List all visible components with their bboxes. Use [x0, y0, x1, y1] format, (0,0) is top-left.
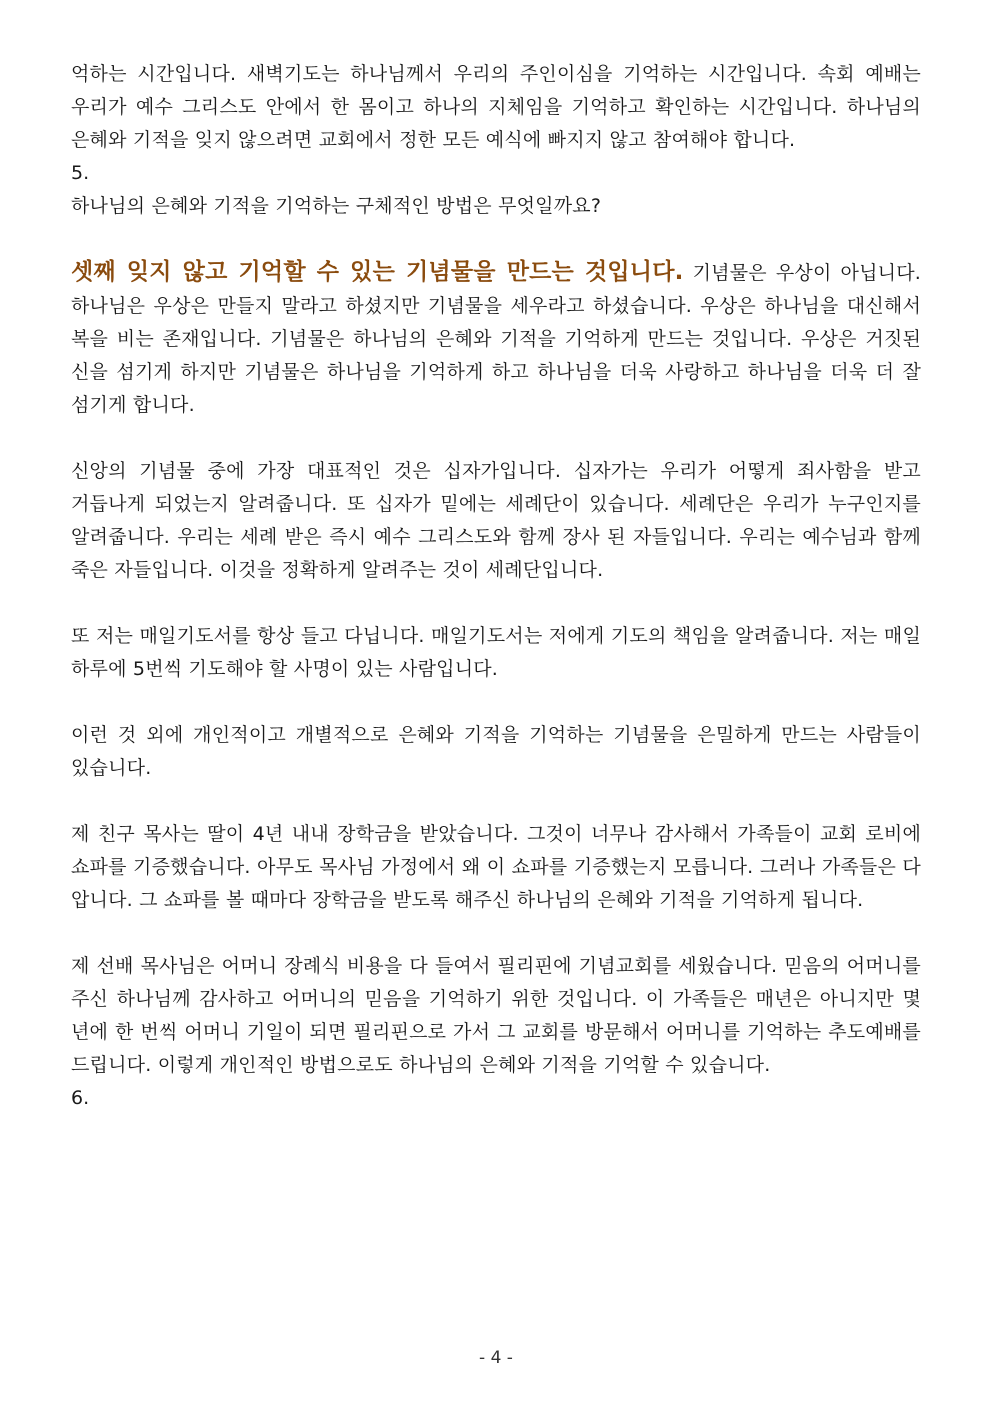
- heading-third-point: 셋째 잊지 않고 기억할 수 있는 기념물을 만드는 것입니다.: [71, 259, 684, 285]
- paragraph-personal-memorials: 이런 것 외에 개인적이고 개별적으로 은혜와 기적을 기억하는 기념물을 은밀하게 만드는 사람들이 있습니다.: [71, 724, 921, 779]
- third-point-body: 기념물은 우상이 아닙니다. 하나님은 우상은 만들지 말라고 하셨지만 기념물을 세우라고 하셨습니다. 우상은 하나님을 대신해서 복을 비는 존재입니다. 기념물은 하나님의 은혜와 기적을 기억하게 만드는 것입니다. 우상은 거짓된 신을 섬기게 하지만 기념물은 하나님을 기억하게 하고 하나님을 더욱 사랑하고 하나님을 더욱 더 잘 섬기게 합니다.: [71, 262, 921, 416]
- page-number: - 4 -: [479, 1348, 513, 1368]
- paragraph-memorial-church: 제 선배 목사님은 어머니 장례식 비용을 다 들여서 필리핀에 기념교회를 세웠습니다. 믿음의 어머니를 주신 하나님께 감사하고 어머니의 믿음을 기억하기 위한 것입니다. 이 가족들은 매년은 아니지만 몇 년에 한 번씩 어머니 기일이 되면 필리핀으로 가서 그 교회를 방문해서 어머니를 기억하는 추도예배를 드립니다. 이렇게 개인적인 방법으로도 하나님의 은혜와 기적을 기억할 수 있습니다.: [71, 955, 921, 1076]
- section-number-6: 6.: [71, 1087, 90, 1109]
- question-5: 하나님의 은혜와 기적을 기억하는 구체적인 방법은 무엇일까요?: [71, 195, 602, 217]
- paragraph-cross: 신앙의 기념물 중에 가장 대표적인 것은 십자가입니다. 십자가는 우리가 어떻게 죄사함을 받고 거듭나게 되었는지 알려줍니다. 또 십자가 밑에는 세례단이 있습니다. 세례단은 우리가 누구인지를 알려줍니다. 우리는 세례 받은 즉시 예수 그리스도와 함께 장사 된 자들입니다. 우리는 예수님과 함께 죽은 자들입니다. 이것을 정확하게 알려주는 것이 세례단입니다.: [71, 460, 921, 581]
- paragraph-third-point: [71, 256, 921, 422]
- document-body: [71, 58, 921, 1115]
- paragraph-sofa: 제 친구 목사는 딸이 4년 내내 장학금을 받았습니다. 그것이 너무나 감사해서 가족들이 교회 로비에 쇼파를 기증했습니다. 아무도 목사님 가정에서 왜 이 쇼파를 기증했는지 모릅니다. 그러나 가족들은 다 압니다. 그 쇼파를 볼 때마다 장학금을 받도록 해주신 하나님의 은혜와 기적을 기억하게 됩니다.: [71, 823, 921, 911]
- section-number-5: 5.: [71, 162, 90, 184]
- paragraph-prayer-book: 또 저는 매일기도서를 항상 들고 다닙니다. 매일기도서는 저에게 기도의 책임을 알려줍니다. 저는 매일 하루에 5번씩 기도해야 할 사명이 있는 사람입니다.: [71, 625, 921, 680]
- paragraph-continued: 억하는 시간입니다. 새벽기도는 하나님께서 우리의 주인이심을 기억하는 시간입니다. 속회 예배는 우리가 예수 그리스도 안에서 한 몸이고 하나의 지체임을 기억하고 확인하는 시간입니다. 하나님의 은혜와 기적을 잊지 않으려면 교회에서 정한 모든 예식에 빠지지 않고 참여해야 합니다.: [71, 63, 921, 151]
